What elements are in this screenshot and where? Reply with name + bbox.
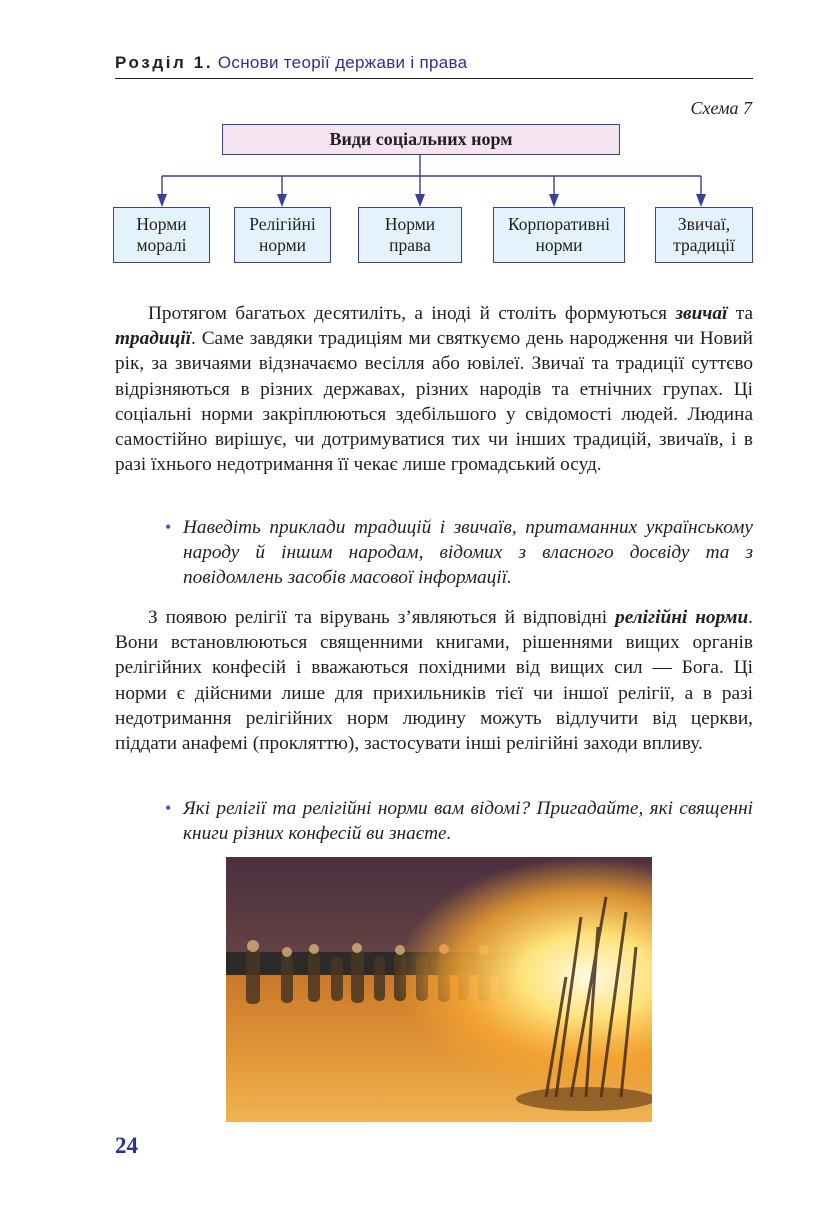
question-text: Які релігії та релігійні норми вам відомі? Пригадайте, які священні книги різних конфесій ви знаєте. — [183, 798, 753, 845]
box-line: Корпоративні — [508, 214, 610, 234]
scheme-box-law — [358, 207, 462, 263]
section-title: Основи теорії держави і права — [217, 53, 468, 72]
running-header — [115, 52, 753, 79]
paragraph-text: З появою релігії та вірувань з’являються й відповідні — [148, 607, 616, 628]
page-number: 24 — [115, 1133, 138, 1158]
scheme-box-morality — [113, 207, 210, 263]
term-customs: звичаї — [675, 303, 728, 324]
box-line: Звичаї, — [677, 214, 731, 234]
paragraph-text: та — [727, 303, 754, 324]
box-line: моралі — [136, 235, 187, 255]
box-line: норми — [258, 235, 307, 255]
scheme-label: Схема 7 — [690, 98, 752, 118]
box-line: традиції — [673, 235, 735, 255]
scheme-root-box: Види соціальних норм — [222, 124, 620, 155]
box-line: Норми — [136, 214, 187, 234]
term-religious-norms: релігійні норми — [615, 607, 749, 628]
paragraph-text: Протягом багатьох десятиліть, а іноді й століть формуються — [148, 303, 668, 324]
paragraph-text: . Вони встановлюються священними книгами, рішеннями вищих органів релігійних конфесій і вважаються похідними від вищих сил — Бога. Ці норми є дійсними лише для прихильників тієї чи іншої релігії, а в разі недотримання релігійних норм людину можуть відлучити від церкви, піддати анафемі (прокляттю), застосувати інші релігійні заходи впливу. — [115, 607, 753, 755]
bullet-icon: • — [165, 517, 172, 537]
paragraph-religious — [115, 605, 753, 756]
term-traditions: традиції — [115, 328, 192, 350]
scheme-box-religious — [234, 207, 331, 263]
bullet-icon: • — [165, 798, 172, 818]
scheme-box-customs — [655, 207, 753, 263]
scheme-box-corporate — [493, 207, 625, 263]
bonfire-photo — [226, 857, 652, 1122]
question-text: Наведіть приклади традицій і звичаїв, притаманних українському народу й іншим народам, відомих з власного досвіду та з повідомлень засобів масової інформації. — [183, 517, 753, 589]
section-label: Розділ 1. — [115, 53, 214, 72]
paragraph-customs — [115, 301, 753, 477]
box-line: Релігійні — [249, 214, 316, 234]
question-religions — [165, 796, 753, 846]
box-line: Норми — [384, 214, 436, 234]
paragraph-text: . Саме завдяки традиціям ми святкуємо день народження чи Новий рік, за звичаями відзначаємо весілля або ювілеї. Звичаї та традиції суттєво відрізняються в різних державах, різних народів та етнічних групах. Ці соціальні норми закріплюються здебільшого у свідомості людей. Людина самостійно вирішує, чи дотримуватися тих чи інших традицій, звичаїв, і в разі їхнього недотримання її чекає лише громадський осуд. — [115, 328, 753, 476]
question-customs — [165, 515, 753, 591]
box-line: норми — [535, 235, 583, 255]
box-line: права — [389, 235, 431, 255]
